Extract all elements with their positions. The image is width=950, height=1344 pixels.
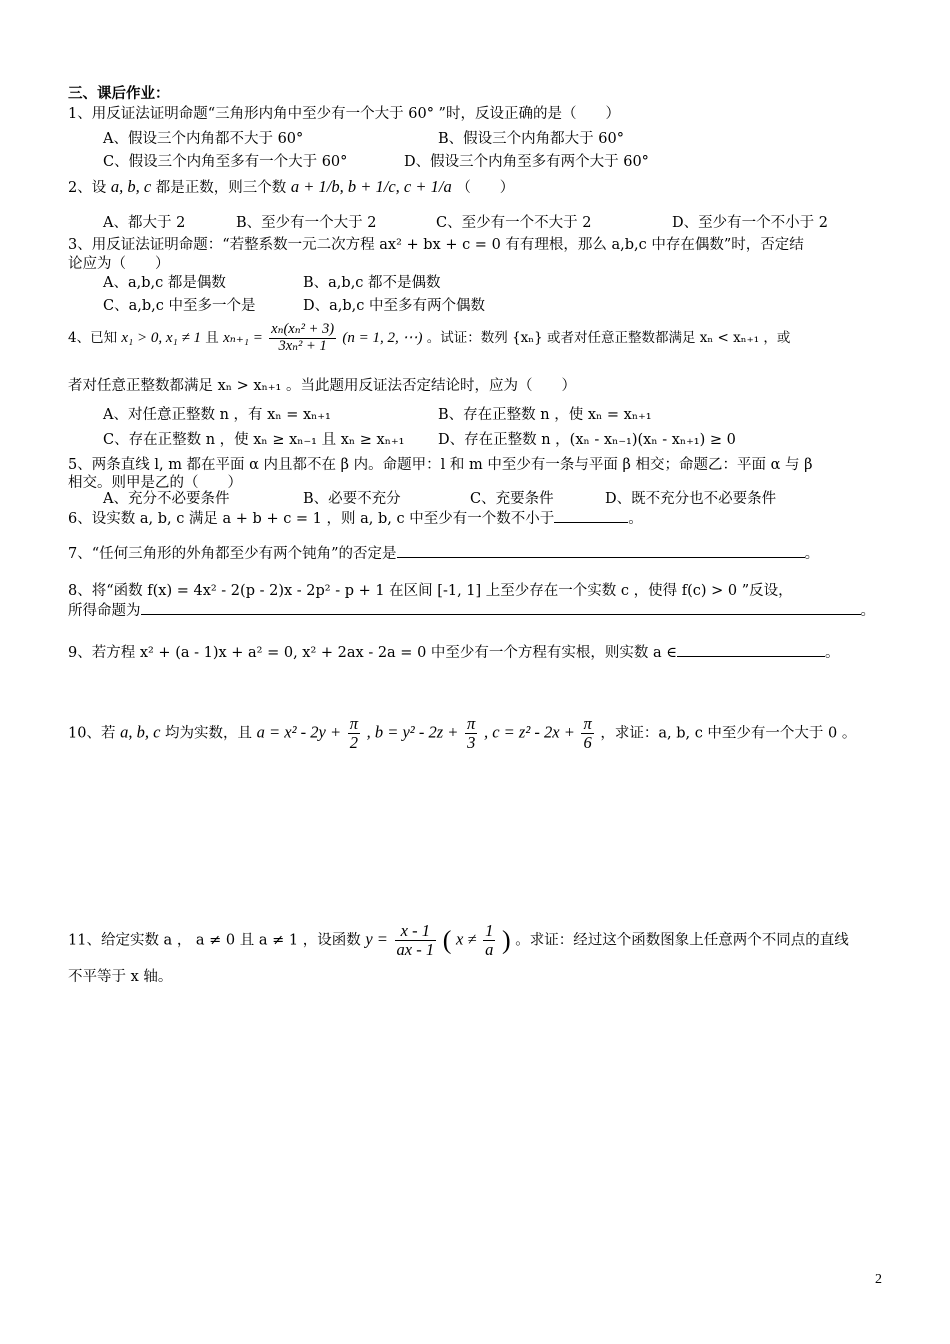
q10-den-2: 3	[467, 733, 476, 753]
q11-right-paren: )	[502, 925, 511, 955]
q6-text: 6、设实数 a, b, c 满足 a + b + c = 1 ，则 a, b, c 中至少有一个数不小于	[68, 511, 555, 527]
q7-end: 。	[804, 546, 820, 562]
q4-option-c: C、存在正整数 n ，使 xₙ ≥ xₙ₋₁ 且 xₙ ≥ xₙ₊₁	[103, 432, 405, 448]
q1-option-c: C、假设三个内角至多有一个大于 60°	[103, 154, 348, 170]
q4-line2: 者对任意正整数都满足 xₙ > xₙ₊₁ 。当此题用反证法否定结论时，应为（ ）	[68, 378, 576, 394]
q10-expr-c: , c = z² - 2x +	[483, 722, 575, 742]
q8-end: 。	[860, 603, 875, 619]
q1-option-a: A、假设三个内角都不大于 60°	[103, 131, 304, 147]
q2-option-c: C、至少有一个不大于 2	[436, 215, 592, 231]
q4-denominator: 3xₙ² + 1	[278, 337, 327, 354]
q3-option-a: A、a,b,c 都是偶数	[103, 275, 226, 291]
q2-stem	[68, 178, 514, 197]
q5-line1: 5、两条直线 l, m 都在平面 α 内且都不在 β 内。命题甲：l 和 m 中至少有一条与平面 β 相交；命题乙：平面 α 与 β	[68, 457, 813, 473]
q5-line2: 相交。则甲是乙的（ ）	[68, 475, 242, 491]
q10	[68, 715, 856, 752]
q4-n-range: (n = 1, 2, ⋯)	[342, 329, 423, 346]
q8-line2	[68, 603, 875, 620]
q10-frac-3	[581, 715, 593, 752]
q10-vars: a, b, c	[120, 722, 161, 742]
q2-vars: a, b, c	[110, 177, 152, 196]
q11-cond-num: 1	[485, 921, 494, 940]
q2-suffix: （ ）	[456, 180, 515, 196]
q5-option-c: C、充要条件	[470, 491, 554, 507]
q1-option-d: D、假设三个内角至多有两个大于 60°	[404, 154, 649, 170]
q10-prefix: 10、若	[68, 725, 116, 742]
q11-numerator: x - 1	[395, 922, 437, 941]
q11-cond: x ≠	[456, 929, 477, 949]
q11-prefix: 11、给定实数 a ， a ≠ 0 且 a ≠ 1 ，设函数	[68, 932, 361, 949]
q3-option-c: C、a,b,c 中至多一个是	[103, 298, 256, 314]
q9	[68, 645, 840, 662]
q5-option-b: B、必要不充分	[303, 491, 401, 507]
q8-answer-blank	[141, 613, 861, 615]
q4-option-a: A、对任意正整数 n ，有 xₙ = xₙ₊₁	[103, 407, 331, 423]
q8-line2-text: 所得命题为	[68, 603, 141, 619]
q11-cond-fraction	[483, 922, 495, 959]
q4-lhs: xₙ₊₁ =	[223, 329, 263, 346]
q4-fraction	[269, 322, 336, 355]
q11-line2: 不平等于 x 轴。	[68, 969, 173, 985]
q4-cond: x₁ > 0, x₁ ≠ 1	[121, 329, 201, 346]
q4-option-d: D、存在正整数 n ，(xₙ - xₙ₋₁)(xₙ - xₙ₊₁) ≥ 0	[438, 432, 736, 448]
q9-end: 。	[825, 645, 840, 661]
q9-text: 9、若方程 x² + (a - 1)x + a² = 0, x² + 2ax - 2a = 0 中至少有一个方程有实根，则实数 a ∈	[68, 645, 677, 661]
q4-and: 且	[205, 329, 219, 346]
q10-mid: 均为实数，且	[165, 725, 252, 742]
q10-expr-b: , b = y² - 2z +	[366, 722, 459, 742]
q6-answer-blank	[554, 521, 628, 523]
q7-text: 7、“任何三角形的外角都至少有两个钝角”的否定是	[68, 546, 397, 562]
q2-option-d: D、至少有一个不小于 2	[672, 215, 828, 231]
q5-option-d: D、既不充分也不必要条件	[605, 491, 777, 507]
q3-option-d: D、a,b,c 中至多有两个偶数	[303, 298, 485, 314]
q1-stem: 1、用反证法证明命题“三角形内角中至少有一个大于 60° ”时，反设正确的是（ ）	[68, 106, 620, 122]
q4-rest: 。试证：数列 {xₙ} 或者对任意正整数都满足 xₙ < xₙ₊₁ ，或	[426, 329, 791, 346]
q10-pi-3: π	[583, 714, 592, 733]
q4-prefix: 4、已知	[68, 329, 118, 346]
q4-numerator: xₙ(xₙ² + 3)	[271, 321, 335, 337]
q6-end: 。	[628, 511, 643, 527]
q2-option-b: B、至少有一个大于 2	[236, 215, 377, 231]
q7-answer-blank	[397, 556, 805, 558]
q11-suffix: 。求证：经过这个函数图象上任意两个不同点的直线	[515, 932, 849, 949]
q3-line1: 3、用反证法证明命题：“若整系数一元二次方程 ax² + bx + c = 0 有有理根，那么 a,b,c 中存在偶数”时，否定结	[68, 237, 804, 253]
q2-prefix: 2、设	[68, 180, 107, 196]
q11-cond-den: a	[485, 940, 494, 960]
q3-line2: 论应为（ ）	[68, 256, 170, 272]
q10-frac-2	[465, 715, 477, 752]
q4-option-b: B、存在正整数 n ，使 xₙ = xₙ₊₁	[438, 407, 652, 423]
q10-expr-a: a = x² - 2y +	[256, 722, 342, 742]
q11-left-paren: (	[442, 925, 452, 955]
q2-option-a: A、都大于 2	[103, 215, 186, 231]
q1-option-b: B、假设三个内角都大于 60°	[438, 131, 624, 147]
section-title: 三、课后作业：	[68, 85, 170, 102]
q11	[68, 922, 849, 959]
q10-den-1: 2	[349, 733, 358, 753]
q2-expr: a + 1/b, b + 1/c, c + 1/a	[290, 177, 452, 196]
q10-den-3: 6	[583, 733, 592, 753]
q3-option-b: B、a,b,c 都不是偶数	[303, 275, 441, 291]
q11-y: y =	[365, 929, 388, 949]
page-number: 2	[875, 1272, 882, 1287]
q10-pi-2: π	[467, 714, 476, 733]
q6	[68, 511, 643, 528]
q7	[68, 546, 819, 563]
q11-denominator: ax - 1	[396, 940, 435, 960]
q10-suffix: ，求证：a, b, c 中至少有一个大于 0 。	[600, 725, 857, 742]
q8-line1: 8、将“函数 f(x) = 4x² - 2(p - 2)x - 2p² - p + 1 在区间 [-1, 1] 上至少存在一个实数 c ，使得 f(c) > 0 ”反设，	[68, 583, 793, 599]
q9-answer-blank	[677, 655, 825, 657]
q10-pi-1: π	[349, 714, 358, 733]
q4-stem	[68, 322, 790, 355]
q10-frac-1	[348, 715, 360, 752]
q2-mid: 都是正数，则三个数	[155, 180, 287, 196]
q11-fraction	[395, 922, 437, 959]
q5-option-a: A、充分不必要条件	[103, 491, 230, 507]
